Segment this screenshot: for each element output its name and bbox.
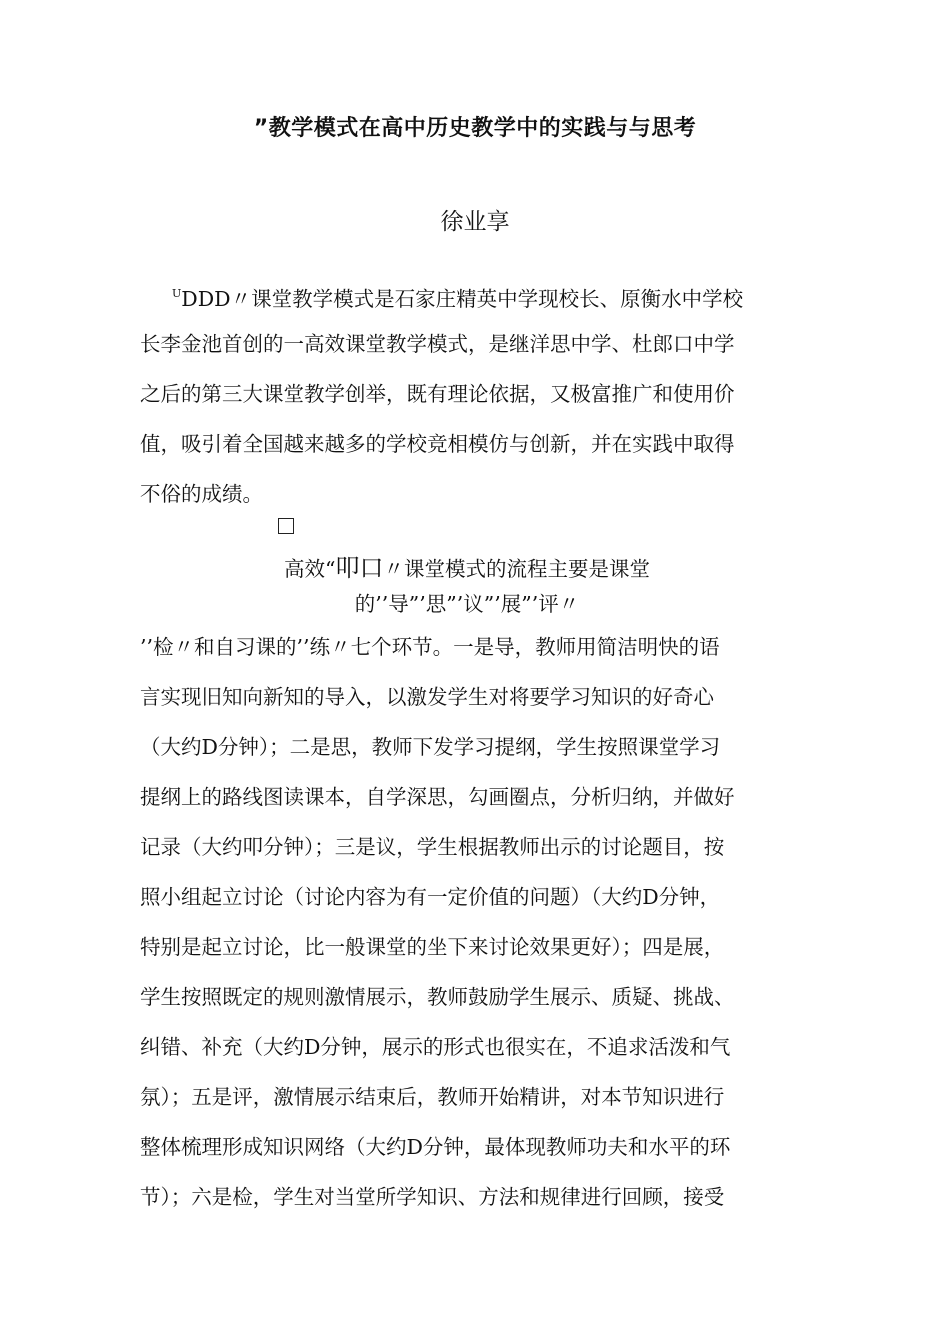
empty-box-glyph <box>278 518 294 534</box>
centered-line <box>172 554 762 583</box>
centered-text: 〃课堂模式的流程主要是课堂 <box>383 557 650 581</box>
paragraph-line: 照小组起立讨论（讨论内容为有一定价值的问题）（大约D分钟， <box>140 885 721 909</box>
paragraph-line <box>172 280 852 313</box>
paragraph-line: 氛）；五是评，激情展示结束后，教师开始精讲，对本节知识进行 <box>140 1085 725 1109</box>
paragraph-line: 不俗的成绩。 <box>140 482 263 506</box>
paragraph-line: 提纲上的路线图读课本，自学深思，勾画圈点，分析归纳，并做好 <box>140 785 735 809</box>
paragraph-line: （大约D分钟）；二是思，教师下发学习提纲，学生按照课堂学习 <box>140 735 721 759</box>
paragraph-line: 记录（大约叩分钟）；三是议，学生根据教师出示的讨论题目，按 <box>140 835 725 859</box>
superscript-mark: U <box>172 287 182 300</box>
centered-line: 的’’导”’思”’议”’展”’评〃 <box>354 592 580 616</box>
paragraph-line: ’’检〃和自习课的’’练〃七个环节。一是导，教师用简洁明快的语 <box>140 635 720 659</box>
centered-text: 高效“ <box>284 557 336 581</box>
author-name: 徐业享 <box>440 209 510 235</box>
paragraph-line: 言实现旧知向新知的导入，以激发学生对将要学习知识的好奇心 <box>140 685 714 709</box>
paragraph-line: 整体梳理形成知识网络（大约D分钟，最体现教师功夫和水平的环 <box>140 1135 731 1159</box>
document-title: ”教学模式在高中历史教学中的实践与与思考 <box>253 116 697 141</box>
paragraph-line: 节）；六是检，学生对当堂所学知识、方法和规律进行回顾，接受 <box>140 1185 725 1209</box>
paragraph-line: 之后的第三大课堂教学创举，既有理论依据，又极富推广和使用价 <box>140 382 735 406</box>
paragraph-line: 值，吸引着全国越来越多的学校竞相模仿与创新，并在实践中取得 <box>140 432 735 456</box>
paragraph-line: 长李金池首创的一高效课堂教学模式，是继洋思中学、杜郎口中学 <box>140 332 735 356</box>
paragraph-line: 纠错、补充（大约D分钟，展示的形式也很实在，不追求活泼和气 <box>140 1035 731 1059</box>
paragraph-line: 特别是起立讨论，比一般课堂的坐下来讨论效果更好）；四是展， <box>140 935 725 959</box>
centered-large-text: 叩口 <box>335 554 384 582</box>
paragraph-text: DDD〃课堂教学模式是石家庄精英中学现校长、原衡水中学校 <box>181 287 744 311</box>
paragraph-line: 学生按照既定的规则激情展示，教师鼓励学生展示、质疑、挑战、 <box>140 985 735 1009</box>
